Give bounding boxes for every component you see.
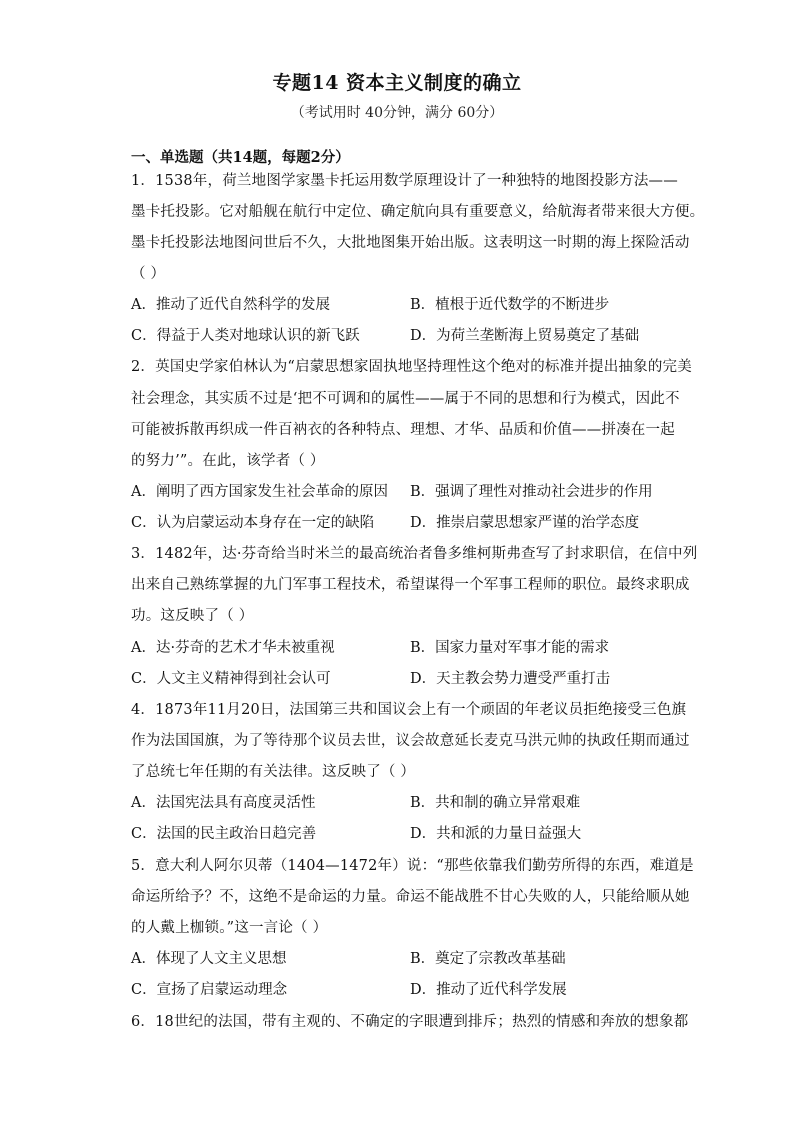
question-5-option-a: A．体现了人文主义思想: [131, 951, 287, 967]
question-2-line-2: 社会理念，其实质不过是‘把不可调和的属性——属于不同的思想和行为模式，因此不: [131, 391, 680, 407]
question-1-line-2: 墨卡托投影。它对船舰在航行中定位、确定航向具有重要意义，给航海者带来很大方便。: [131, 204, 705, 220]
question-5-option-d: D．推动了近代科学发展: [410, 982, 567, 998]
question-4-line-1: 4．1873年11月20日，法国第三共和国议会上有一个顽固的年老议员拒绝接受三色旗: [131, 702, 687, 718]
question-4-option-a: A．法国宪法具有高度灵活性: [131, 795, 316, 811]
question-2-line-3: 可能被拆散再织成一件百衲衣的各种特点、理想、才华、品质和价值——拼凑在一起: [131, 422, 675, 438]
exam-info: （考试用时 40分钟，满分 60分）: [290, 105, 504, 121]
question-2-option-c: C．认为启蒙运动本身存在一定的缺陷: [131, 515, 375, 531]
question-6-line-1: 6．18世纪的法国，带有主观的、不确定的字眼遭到排斥；热烈的情感和奔放的想象都: [131, 1014, 689, 1030]
question-4-option-d: D．共和派的力量日益强大: [410, 826, 582, 842]
question-1-option-c: C．得益于人类对地球认识的新飞跃: [131, 328, 360, 344]
question-1-line-3: 墨卡托投影法地图问世后不久，大批地图集开始出版。这表明这一时期的海上探险活动: [131, 235, 690, 251]
page-title: 专题14 资本主义制度的确立: [272, 72, 522, 94]
question-2-line-4: 的努力’”。在此，该学者（ ）: [131, 453, 325, 469]
question-2-option-d: D．推崇启蒙思想家严谨的治学态度: [410, 515, 640, 531]
question-3-option-a: A．达·芬奇的艺术才华未被重视: [131, 640, 335, 656]
question-2-option-a: A．阐明了西方国家发生社会革命的原因: [131, 484, 388, 500]
question-3-line-3: 功。这反映了（ ）: [131, 608, 254, 624]
question-1-option-d: D．为荷兰垄断海上贸易奠定了基础: [410, 328, 640, 344]
question-2-option-b: B．强调了理性对推动社会进步的作用: [410, 484, 653, 500]
question-4-line-2: 作为法国国旗，为了等待那个议员去世，议会故意延长麦克马洪元帅的执政任期而通过: [131, 733, 690, 749]
question-4-option-b: B．共和制的确立异常艰难: [410, 795, 581, 811]
question-5-line-3: 的人戴上枷锁。”这一言论（ ）: [131, 920, 328, 936]
question-5-option-b: B．奠定了宗教改革基础: [410, 951, 566, 967]
question-5-line-1: 5．意大利人阿尔贝蒂（1404—1472年）说：“那些依靠我们勤劳所得的东西，难道是: [131, 858, 694, 874]
question-2-line-1: 2．英国史学家伯林认为“启蒙思想家固执地坚持理性这个绝对的标准并提出抽象的完美: [131, 359, 692, 375]
question-5-line-2: 命运所给予？不，这绝不是命运的力量。命运不能战胜不甘心失败的人，只能给顺从她: [131, 889, 690, 905]
question-3-option-b: B．国家力量对军事才能的需求: [410, 640, 610, 656]
question-1-option-a: A．推动了近代自然科学的发展: [131, 297, 330, 313]
question-3-line-1: 3．1482年，达·芬奇给当时米兰的最高统治者鲁多维柯斯弗查写了封求职信，在信中列: [131, 546, 698, 562]
question-1-option-b: B．植根于近代数学的不断进步: [410, 297, 610, 313]
question-4-option-c: C．法国的民主政治日趋完善: [131, 826, 317, 842]
section-heading: 一、单选题（共14题，每题2分）: [131, 149, 350, 166]
question-3-line-2: 出来自己熟练掌握的九门军事工程技术，希望谋得一个军事工程师的职位。最终求职成: [131, 577, 690, 593]
question-3-option-d: D．天主教会势力遭受严重打击: [410, 671, 611, 687]
question-1-line-4: （ ）: [131, 266, 166, 282]
question-1-line-1: 1．1538年，荷兰地图学家墨卡托运用数学原理设计了一种独特的地图投影方法——: [131, 173, 678, 189]
question-5-option-c: C．宣扬了启蒙运动理念: [131, 982, 288, 998]
question-4-line-3: 了总统七年任期的有关法律。这反映了（ ）: [131, 764, 416, 780]
question-3-option-c: C．人文主义精神得到社会认可: [131, 671, 331, 687]
